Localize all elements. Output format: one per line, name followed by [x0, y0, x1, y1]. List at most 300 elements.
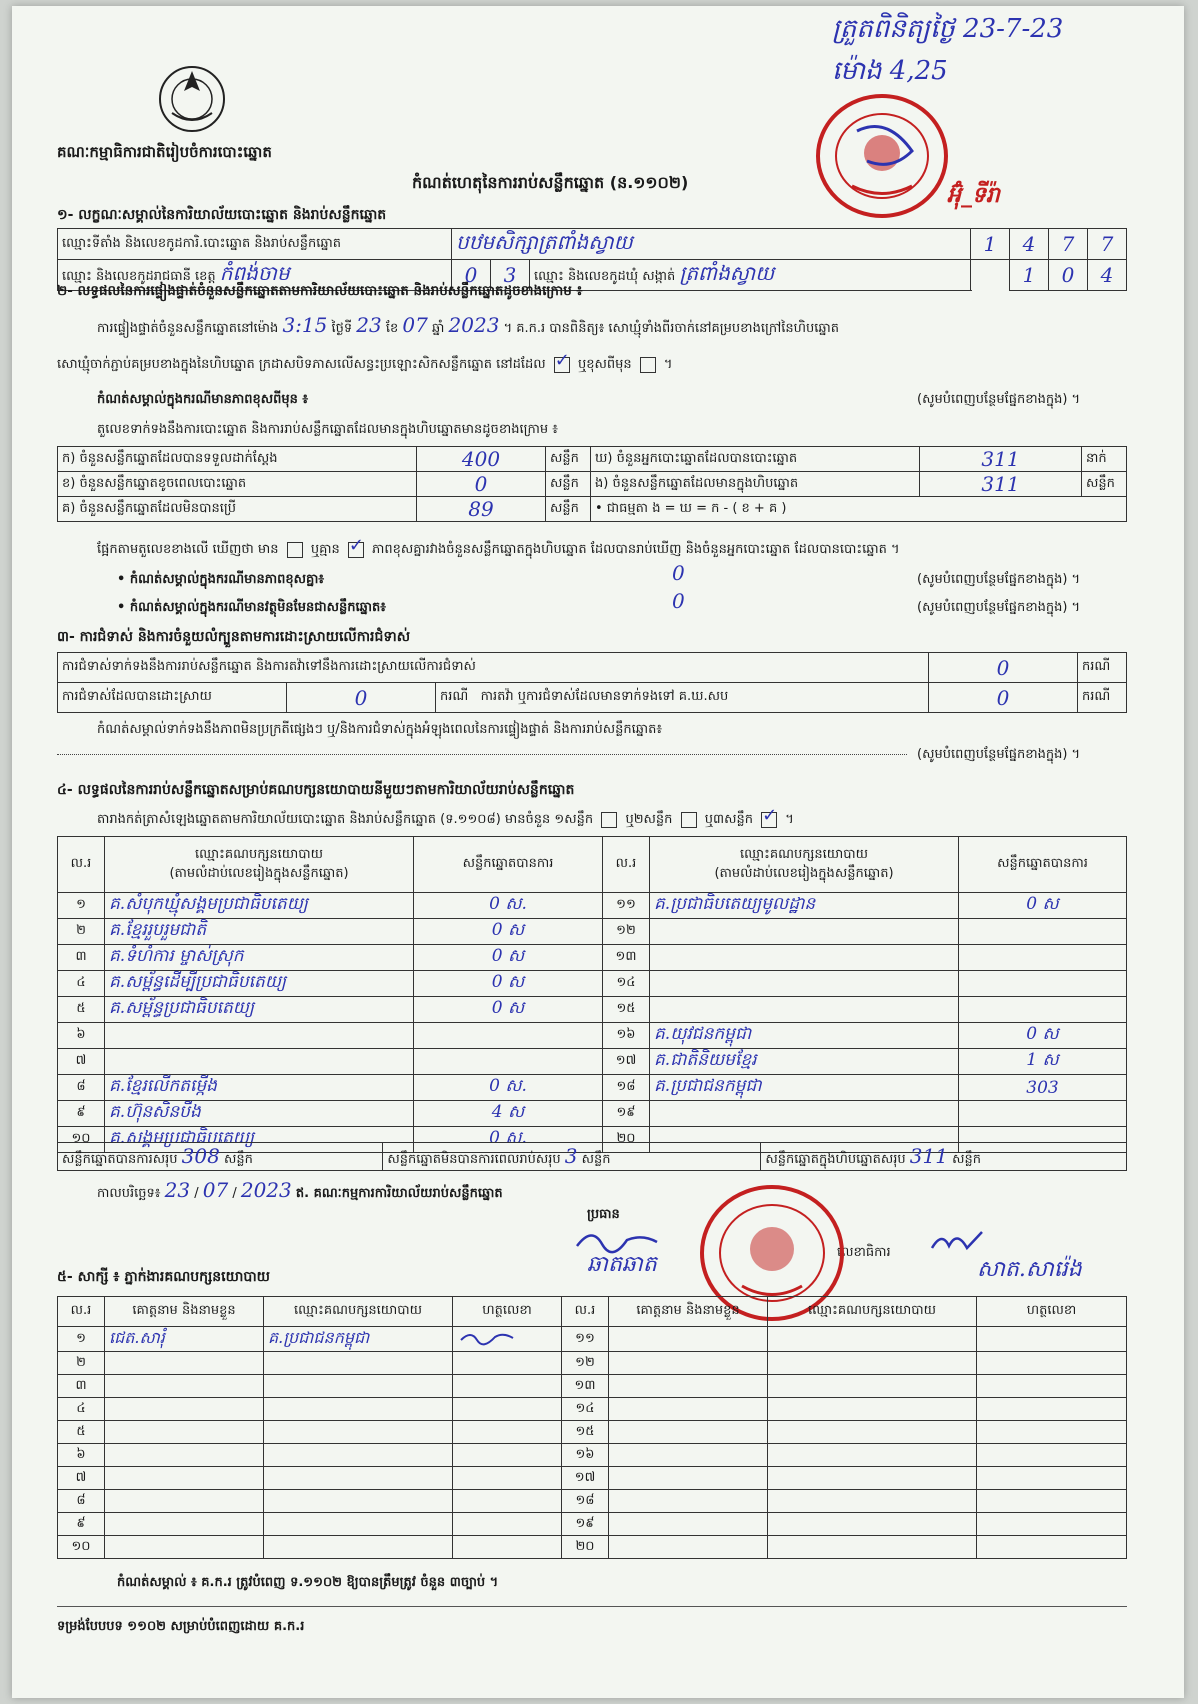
location-code-digit: 1 [971, 229, 1010, 260]
total-valid-cell [58, 1143, 383, 1171]
witness-party [264, 1490, 453, 1513]
verification-text: ។ គ.ក.រ បានពិនិត្យ៖ សោឃ្មុំទាំងពីរចាក់នៅគម្របខាងក្រៅនៃហិបឆ្នោត [503, 321, 839, 336]
fill-note: (សូមបំពេញបន្ថែមផ្នែកខាងក្នុង) ។ [917, 747, 1081, 762]
party-name: គ.ប្រជាធិបតេយ្យមូលដ្ឋាន [650, 893, 959, 919]
verification-text: ឆ្នាំ [432, 321, 445, 336]
figure-value: 311 [920, 472, 1082, 497]
witness-signature [453, 1398, 562, 1421]
resolved-unit-and-appeal [436, 683, 929, 713]
complaints-label: ការជំទាស់ទាក់ទងនឹងការរាប់សន្លឹកឆ្នោត និងការតវ៉ាទៅនឹងការដោះស្រាយលើការជំទាស់ [58, 653, 929, 683]
witness-signature [977, 1444, 1127, 1467]
witness-row [58, 1327, 1127, 1352]
date-line: កាលបរិច្ឆេទ៖ 23 / 07 / 2023 ឥ. គណៈកម្មការការិយាល័យរាប់សន្លឹកឆ្នោត [97, 1178, 503, 1202]
witness-signature [977, 1352, 1127, 1375]
figures-intro: តួលេខទាក់ទងនឹងការបោះឆ្នោត និងការរាប់សន្លឹកឆ្នោតដែលមានក្នុងហិបឆ្នោតមានដូចខាងក្រោម ៖ [97, 422, 558, 437]
witness-name [609, 1327, 768, 1352]
col-party-sub: (តាមលំដាប់លេខរៀងក្នុងសន្លឹកឆ្នោត) [169, 865, 349, 881]
witness-name [609, 1467, 768, 1490]
witness-row [58, 1513, 1127, 1536]
col-sign: ហត្ថលេខា [453, 1297, 562, 1327]
form-footer: ទម្រង់បែបបទ ១១០២ សម្រាប់បំពេញដោយ គ.ក.រ [57, 1619, 305, 1634]
witness-row [58, 1444, 1127, 1467]
annotation-name: អ៊ុំ_ទីរ៉ា [947, 182, 1000, 208]
witness-signature [453, 1421, 562, 1444]
witness-signature [977, 1490, 1127, 1513]
witness-no: ១២ [562, 1352, 609, 1375]
witness-signature [977, 1467, 1127, 1490]
appeal-label: ការតវ៉ា ឬការជំទាស់ដែលមានទាក់ទងទៅ គ.ឃ.សប [480, 689, 729, 704]
witness-signature [453, 1467, 562, 1490]
location-code-digit: 7 [1049, 229, 1088, 260]
witness-signature [453, 1536, 562, 1559]
province-code-digit: 3 [491, 260, 530, 291]
difference-check-text: ឬគ្មាន [310, 542, 340, 557]
verification-text: ថ្ងៃទី [331, 321, 353, 336]
difference-note: • កំណត់សម្គាល់ក្នុងករណីមានភាពខុសគ្នា៖ [117, 572, 325, 587]
party-no: ១៨ [603, 1075, 650, 1101]
party-name: គ.ប្រជាជនកម្ពុជា [650, 1075, 959, 1101]
verification-day: 23 [356, 313, 382, 337]
party-votes [959, 971, 1127, 997]
two-sheet-checkbox[interactable] [681, 812, 697, 828]
total-unit: សន្លឹក [952, 1151, 981, 1167]
party-no: ១៤ [603, 971, 650, 997]
witness-name [105, 1398, 264, 1421]
verification-text: ខែ [385, 321, 399, 336]
one-sheet-checkbox[interactable] [601, 812, 617, 828]
difference-check-line [97, 541, 900, 559]
witness-no: ២០ [562, 1536, 609, 1559]
figure-label: ឃ) ចំនួនអ្នកបោះឆ្នោតដែលបានបោះឆ្នោត [591, 447, 920, 472]
witness-party [768, 1375, 977, 1398]
col-votes: សន្លឹកឆ្នោតបានការ [414, 837, 603, 893]
witness-name [105, 1444, 264, 1467]
party-name [650, 971, 959, 997]
date-month: 07 [202, 1178, 229, 1202]
party-no: ៩ [58, 1101, 105, 1127]
annotation-time: ម៉ោង 4,25 [832, 56, 948, 86]
date-label: កាលបរិច្ឆេទ៖ [97, 1186, 161, 1201]
figure-unit: សន្លឹក [546, 447, 591, 472]
commune-value: ត្រពាំងស្វាយ [679, 261, 775, 285]
witness-name [609, 1398, 768, 1421]
witness-name [105, 1375, 264, 1398]
location-code-digit: 4 [1010, 229, 1049, 260]
party-no: ១១ [603, 893, 650, 919]
col-party-title: ឈ្មោះគណបក្សនយោបាយ [195, 846, 323, 862]
resolved-unit: ករណី [440, 689, 469, 704]
party-votes [959, 945, 1127, 971]
witness-name [609, 1375, 768, 1398]
party-no: ១៧ [603, 1049, 650, 1075]
witness-no: ១៨ [562, 1490, 609, 1513]
witness-row [58, 1375, 1127, 1398]
party-votes: 0 ស. [414, 893, 603, 919]
seal-status-text: សោឃ្មុំចាក់ភ្ជាប់គម្របខាងក្នុងនៃហិបឆ្នោត ក្រដាសបិទភាសលើសន្ធះប្រឡោះសិកសន្លឹកឆ្នោត នៅដដែល [57, 357, 546, 372]
witness-no: ៣ [58, 1375, 105, 1398]
col-no: ល.រ [562, 1297, 609, 1327]
witness-signature [977, 1421, 1127, 1444]
col-party-title: ឈ្មោះគណបក្សនយោបាយ [740, 846, 868, 862]
party-no: ៨ [58, 1075, 105, 1101]
chair-label: ប្រធាន [587, 1207, 620, 1222]
witness-no: ៤ [58, 1398, 105, 1421]
witness-signature [977, 1513, 1127, 1536]
party-name: គ.សំបុកឃ្មុំសង្គមប្រជាធិបតេយ្យ [105, 893, 414, 919]
appeal-unit: ករណី [1078, 683, 1127, 713]
witness-name [609, 1536, 768, 1559]
party-no: ១២ [603, 919, 650, 945]
total-invalid-value: 3 [564, 1143, 578, 1168]
figure-unit: សន្លឹក [1082, 472, 1127, 497]
difference-note-label: កំណត់សម្គាល់ក្នុងករណីមានភាពខុសពីមុន ៖ [97, 392, 309, 407]
witness-row [58, 1536, 1127, 1559]
party-votes: 0 ស [414, 945, 603, 971]
results-row [58, 1049, 1127, 1075]
party-name [105, 1023, 414, 1049]
difference-check-text: ភាពខុសគ្នារវាងចំនួនសន្លឹកឆ្នោតក្នុងហិបឆ្នោត ដែលបានរាប់ឃើញ និងចំនួនអ្នកបោះឆ្នោត ដែលបានបោះឆ្នោត ។ [372, 542, 900, 557]
party-votes [959, 1101, 1127, 1127]
witness-no: ១៥ [562, 1421, 609, 1444]
witness-party [768, 1536, 977, 1559]
tally-sheet-text: ឬ៣សន្លឹក [704, 812, 753, 827]
party-votes: 0 ស [414, 997, 603, 1023]
complaints-unit: ករណី [1078, 653, 1127, 683]
party-name: គ.ទំហំការ ម្ចាស់ស្រុក [105, 945, 414, 971]
party-votes: 0 ស [414, 919, 603, 945]
witness-name [609, 1352, 768, 1375]
province-label-text: ឈ្មោះ និងលេខកូដរាជធានី ខេត្ត [62, 269, 216, 284]
resolved-value: 0 [287, 683, 436, 713]
witness-name [105, 1536, 264, 1559]
witness-name [105, 1421, 264, 1444]
party-name [650, 919, 959, 945]
figure-label: ង) ចំនួនសន្លឹកឆ្នោតដែលមានក្នុងហិបឆ្នោត [591, 472, 920, 497]
party-no: ១ [58, 893, 105, 919]
commune-code-digit: 4 [1088, 260, 1127, 291]
commune-code-digit: 1 [1010, 260, 1049, 291]
commune-label [530, 260, 971, 291]
results-table [57, 836, 1127, 1153]
col-party: ឈ្មោះគណបក្សនយោបាយ [768, 1297, 977, 1327]
location-label: ឈ្មោះទីតាំង និងលេខកូដការិ.បោះឆ្នោត និងរាប់សន្លឹកឆ្នោត [58, 229, 452, 260]
witness-name [609, 1421, 768, 1444]
witness-party [768, 1398, 977, 1421]
witness-party [768, 1421, 977, 1444]
province-code-digit: 0 [452, 260, 491, 291]
fill-note: (សូមបំពេញបន្ថែមផ្នែកខាងក្នុង) ។ [917, 600, 1081, 615]
verification-year: 2023 [448, 313, 500, 337]
witness-signature [453, 1490, 562, 1513]
section1-heading: ១- លក្ខណៈសម្គាល់នៃការិយាល័យបោះឆ្នោត និងរាប់សន្លឹកឆ្នោត [57, 207, 387, 223]
party-name: គ.ខ្មែររួបរួមជាតិ [105, 919, 414, 945]
party-votes: 303 [959, 1075, 1127, 1101]
witness-no: ១៣ [562, 1375, 609, 1398]
figure-label: ខ) ចំនួនសន្លឹកឆ្នោតខូចពេលបោះឆ្នោត [58, 472, 417, 497]
location-value: បឋមសិក្សាត្រពាំងស្វាយ [452, 229, 971, 260]
figure-unit: សន្លឹក [546, 472, 591, 497]
witness-signature [453, 1375, 562, 1398]
party-name: គ.យុវជនកម្ពុជា [650, 1023, 959, 1049]
witness-row [58, 1398, 1127, 1421]
witness-no: ១៧ [562, 1467, 609, 1490]
verification-time: 3:15 [282, 313, 328, 337]
col-party-sub: (តាមលំដាប់លេខរៀងក្នុងសន្លឹកឆ្នោត) [714, 865, 894, 881]
verification-line [97, 313, 839, 338]
formula-note: • ជាធម្មតា ង = ឃ = ក - ( ខ + គ ) [591, 497, 1127, 522]
difference-check-text: ផ្អែកតាមតួលេខខាងលើ ឃើញថា មាន [97, 542, 279, 557]
witness-no: ១៩ [562, 1513, 609, 1536]
figure-value: 0 [417, 472, 546, 497]
secretary-label: លេខាធិការ [837, 1245, 891, 1260]
results-row [58, 1101, 1127, 1127]
witness-name [105, 1352, 264, 1375]
witness-no: ១០ [58, 1536, 105, 1559]
party-no: ២០ [603, 1127, 650, 1153]
witness-signature [453, 1513, 562, 1536]
witness-party [264, 1467, 453, 1490]
witness-no: ៩ [58, 1513, 105, 1536]
committee-label: ឥ. គណៈកម្មការការិយាល័យរាប់សន្លឹកឆ្នោត [295, 1186, 503, 1201]
witness-party: គ.ប្រជាជនកម្ពុជា [264, 1327, 453, 1352]
party-no: ២ [58, 919, 105, 945]
witness-party [264, 1421, 453, 1444]
witness-party [264, 1375, 453, 1398]
foreign-object-note-value: 0 [672, 589, 685, 613]
party-votes: 0 ស. [414, 1127, 603, 1153]
foreign-object-note: • កំណត់សម្គាល់ក្នុងករណីមានវត្ថុមិនមែនជាសន្លឹកឆ្នោត៖ [117, 600, 386, 615]
witness-signature [453, 1352, 562, 1375]
section5-heading: ៥- សាក្សី ៖ ភ្នាក់ងារគណបក្សនយោបាយ [57, 1269, 271, 1285]
results-row [58, 1023, 1127, 1049]
tally-sheet-line: តារាងកត់ត្រាសំឡេងឆ្នោតតាមការិយាល័យបោះឆ្នោត និងរាប់សន្លឹកឆ្នោត (ទ.១១០៨) មានចំនួន ១សន្លឹក ឬ២សន្លឹក ឬ៣សន្លឹក ✓ ។ [97, 811, 794, 829]
dotted-line [57, 754, 907, 755]
total-unit: សន្លឹក [224, 1151, 253, 1167]
witness-no: ៦ [58, 1444, 105, 1467]
date-year: 2023 [240, 1178, 292, 1202]
witness-party [264, 1536, 453, 1559]
col-no: ល.រ [58, 837, 105, 893]
total-unit: សន្លឹក [581, 1151, 611, 1167]
witness-name [105, 1467, 264, 1490]
resolved-label: ការជំទាស់ដែលបានដោះស្រាយ [58, 683, 287, 713]
tally-sheet-text: ឬ២សន្លឹក [625, 812, 673, 827]
total-invalid-label: សន្លឹកឆ្នោតមិនបានការពេលរាប់សរុប [387, 1151, 561, 1167]
witness-party [264, 1352, 453, 1375]
no-difference-checkbox[interactable] [348, 542, 364, 558]
seal-status-text: ឬខុសពីមុន [577, 357, 632, 372]
chair-name: ឆាតឆាត [587, 1252, 657, 1277]
witness-row [58, 1490, 1127, 1513]
three-sheet-checkbox[interactable] [761, 812, 777, 828]
secretary-name: សាត.សារ៉េង [977, 1257, 1082, 1282]
witness-no: ៥ [58, 1421, 105, 1444]
results-row [58, 919, 1127, 945]
complaints-table [57, 652, 1127, 713]
figure-label: ក) ចំនួនសន្លឹកឆ្នោតដែលបានទទួលដាក់ស្តែង [58, 447, 417, 472]
total-valid-label: សន្លឹកឆ្នោតបានការសរុប [62, 1151, 178, 1167]
witness-no: ២ [58, 1352, 105, 1375]
witness-party [768, 1444, 977, 1467]
party-name: គ.ជាតិនិយមខ្មែរ [650, 1049, 959, 1075]
results-row [58, 893, 1127, 919]
fill-note: (សូមបំពេញបន្ថែមផ្នែកខាងក្នុង) ។ [917, 572, 1081, 587]
col-party [105, 837, 414, 893]
party-no: ៦ [58, 1023, 105, 1049]
figure-label: គ) ចំនួនសន្លឹកឆ្នោតដែលមិនបានប្រើ [58, 497, 417, 522]
party-votes: 0 ស. [414, 1075, 603, 1101]
has-difference-checkbox[interactable] [287, 542, 303, 558]
col-name: គោត្តនាម និងនាមខ្លួន [609, 1297, 768, 1327]
party-no: ៥ [58, 997, 105, 1023]
party-votes: 0 ស [959, 893, 1127, 919]
witness-party [264, 1398, 453, 1421]
verification-text: ការផ្ទៀងផ្ទាត់ចំនួនសន្លឹកឆ្នោតនៅម៉ោង [97, 321, 279, 336]
figure-value: 311 [920, 447, 1082, 472]
total-box-label: សន្លឹកឆ្នោតក្នុងហិបឆ្នោតសរុប [765, 1151, 906, 1167]
official-stamp-icon [812, 91, 952, 221]
figure-value: 400 [417, 447, 546, 472]
results-row [58, 945, 1127, 971]
col-name: គោត្តនាម និងនាមខ្លួន [105, 1297, 264, 1327]
party-votes: 0 ស [414, 971, 603, 997]
witness-name [105, 1513, 264, 1536]
emblem-icon [152, 61, 232, 136]
party-name: គ.សម្ព័ន្ធប្រជាធិបតេយ្យ [105, 997, 414, 1023]
witness-party [768, 1352, 977, 1375]
difference-note-value: 0 [672, 561, 685, 585]
complaints-value: 0 [929, 653, 1078, 683]
witness-table [57, 1296, 1127, 1559]
section4-heading: ៤- លទ្ធផលនៃការរាប់សន្លឹកឆ្នោតសម្រាប់គណបក្សនយោបាយនីមួយៗតាមការិយាល័យរាប់សន្លឹកឆ្នោត [57, 782, 575, 798]
party-votes: 0 ស [959, 1023, 1127, 1049]
party-no: ១០ [58, 1127, 105, 1153]
witness-name [609, 1490, 768, 1513]
total-box-value: 311 [909, 1143, 948, 1168]
witness-no: ៨ [58, 1490, 105, 1513]
party-no: ៤ [58, 971, 105, 997]
results-row [58, 997, 1127, 1023]
total-valid-value: 308 [181, 1143, 220, 1168]
witness-name [609, 1444, 768, 1467]
witness-party [768, 1327, 977, 1352]
results-row [58, 971, 1127, 997]
party-name [105, 1049, 414, 1075]
commune-code-digit: 0 [1049, 260, 1088, 291]
party-votes [414, 1049, 603, 1075]
witness-signature [977, 1536, 1127, 1559]
tally-sheet-text: តារាងកត់ត្រាសំឡេងឆ្នោតតាមការិយាល័យបោះឆ្នោត និងរាប់សន្លឹកឆ្នោត (ទ.១១០៨) មានចំនួន ១សន្លឹក [97, 812, 594, 827]
witness-signature [453, 1444, 562, 1467]
total-box-cell [761, 1143, 1127, 1171]
party-name: គ.ហ៊ុនសិនបឹង [105, 1101, 414, 1127]
witness-no: ១ [58, 1327, 105, 1352]
col-no: ល.រ [58, 1297, 105, 1327]
changed-checkbox[interactable] [640, 357, 656, 373]
witness-row [58, 1467, 1127, 1490]
witness-name [609, 1513, 768, 1536]
party-votes [414, 1023, 603, 1049]
footer-divider [57, 1606, 1127, 1607]
org-name: គណៈកម្មាធិការជាតិរៀបចំការបោះឆ្នោត [57, 143, 272, 161]
witness-party [768, 1467, 977, 1490]
witness-no: ១១ [562, 1327, 609, 1352]
province-value: កំពង់ចាម [219, 261, 290, 285]
spacer [971, 260, 1010, 291]
witness-no: ១៤ [562, 1398, 609, 1421]
witness-signature [977, 1375, 1127, 1398]
section2-heading: ២- លទ្ធផលនៃការផ្ទៀងផ្ទាត់ចំនួនសន្លឹកឆ្នោតតាមការិយាល័យបោះឆ្នោត និងរាប់សន្លឹកឆ្នោតដូចខាងក្រោម ៖ [57, 283, 583, 299]
party-no: ៧ [58, 1049, 105, 1075]
party-name: គ.សម្ព័ន្ធដើម្បីប្រជាធិបតេយ្យ [105, 971, 414, 997]
witness-signature [977, 1327, 1127, 1352]
page-title: កំណត់ហេតុនៃការរាប់សន្លឹកឆ្នោត (ន.១១០២) [412, 173, 689, 192]
party-votes [959, 919, 1127, 945]
secretary-signature-icon [927, 1226, 997, 1256]
figure-value: 89 [417, 497, 546, 522]
party-name [650, 1101, 959, 1127]
witness-row [58, 1421, 1127, 1444]
witness-name: ជេត.សារុំ [105, 1327, 264, 1352]
total-invalid-cell [383, 1143, 761, 1171]
witness-party [768, 1490, 977, 1513]
witness-signature [453, 1327, 562, 1352]
witness-signature [977, 1398, 1127, 1421]
annotation-date: ត្រួតពិនិត្យថ្ងៃ 23-7-23 [832, 14, 1064, 44]
form-page [12, 6, 1184, 1698]
commune-label-text: ឈ្មោះ និងលេខកូដឃុំ សង្កាត់ [534, 269, 676, 284]
section3-heading: ៣- ការជំទាស់ និងការចំនួយលំក្បួនតាមការដោះស្រាយលើការជំទាស់ [57, 629, 411, 645]
location-code-digit: 7 [1088, 229, 1127, 260]
results-row [58, 1075, 1127, 1101]
witness-party [768, 1513, 977, 1536]
fill-note: (សូមបំពេញបន្ថែមផ្នែកខាងក្នុង) ។ [917, 392, 1081, 407]
col-sign: ហត្ថលេខា [977, 1297, 1127, 1327]
party-name [650, 997, 959, 1023]
party-votes: 1 ស [959, 1049, 1127, 1075]
witness-name [105, 1490, 264, 1513]
totals-table [57, 1142, 1127, 1171]
col-no: ល.រ [603, 837, 650, 893]
witness-note: កំណត់សម្គាល់ ៖ គ.ក.រ ត្រូវបំពេញ ទ.១១០២ ឱ្យបានត្រឹមត្រូវ ចំនួន ៣ច្បាប់ ។ [117, 1575, 499, 1590]
witness-row [58, 1352, 1127, 1375]
party-name [650, 945, 959, 971]
witness-no: ៧ [58, 1467, 105, 1490]
verification-month: 07 [402, 313, 428, 337]
figures-table [57, 446, 1127, 522]
date-day: 23 [164, 1178, 191, 1202]
appeal-value: 0 [929, 683, 1078, 713]
col-party: ឈ្មោះគណបក្សនយោបាយ [264, 1297, 453, 1327]
seal-status-line: សោឃ្មុំចាក់ភ្ជាប់គម្របខាងក្នុងនៃហិបឆ្នោត ក្រដាសបិទភាសលើសន្ធះប្រឡោះសិកសន្លឹកឆ្នោត នៅដដែល ✓ ឬខុសពីមុន ។ [57, 356, 672, 374]
unchanged-checkbox[interactable] [554, 357, 570, 373]
witness-signature-icon [457, 1328, 517, 1346]
party-no: ១៣ [603, 945, 650, 971]
party-no: ១៦ [603, 1023, 650, 1049]
figure-unit: នាក់ [1082, 447, 1127, 472]
party-no: ៣ [58, 945, 105, 971]
witness-no: ១៦ [562, 1444, 609, 1467]
witness-party [264, 1513, 453, 1536]
party-votes: 4 ស [414, 1101, 603, 1127]
party-no: ១៥ [603, 997, 650, 1023]
col-votes: សន្លឹកឆ្នោតបានការ [959, 837, 1127, 893]
party-no: ១៩ [603, 1101, 650, 1127]
witness-party [264, 1444, 453, 1467]
party-votes [959, 997, 1127, 1023]
figure-unit: សន្លឹក [546, 497, 591, 522]
irregularity-note: កំណត់សម្គាល់ទាក់ទងនឹងភាពមិនប្រក្រតីផ្សេងៗ ឬ/និងការជំទាស់ក្នុងអំឡុងពេលនៃការផ្ទៀងផ្ទាត់ និងការរាប់សន្លឹកឆ្នោត៖ [97, 722, 663, 737]
